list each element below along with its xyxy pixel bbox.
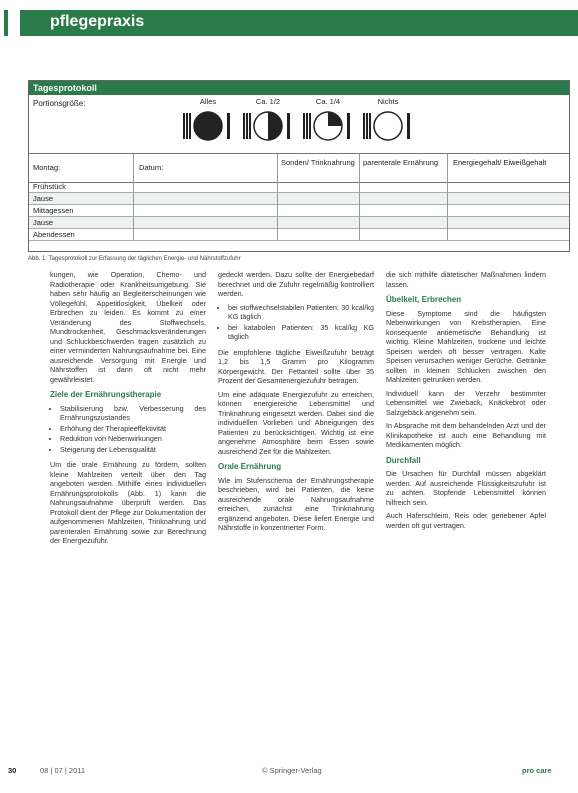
plate-label: Nichts bbox=[377, 97, 399, 106]
plate-label: Ca. 1/2 bbox=[255, 97, 281, 106]
col-date: Datum: bbox=[139, 163, 164, 172]
section-heading: Durchfall bbox=[386, 455, 421, 465]
paragraph: Um eine adäquate Energiezufuhr zu erreichen, können energiereiche Lebensmittel und Trinknahrung eingesetzt werden. Dabei sind die individuellen Vorlieben und Abneigungen des Patienten zu berücksichtigen. Wichtig ist eine angenehme Atmosphäre beim Essen sowie ausreichend Zeit für die Mahlzeiten. bbox=[218, 389, 374, 456]
meal-row: Jause bbox=[29, 217, 569, 229]
publisher: © Springer-Verlag bbox=[262, 766, 322, 775]
plate-half bbox=[239, 97, 297, 147]
grid-header bbox=[29, 153, 569, 183]
paragraph: Individuell kann der Verzehr bestimmter Lebensmittel wie Zwieback, Knäckebrot oder Salzgebäck angenehm sein. bbox=[386, 388, 546, 417]
issue-date: 08 | 07 | 2011 bbox=[40, 766, 86, 775]
paragraph: Wie im Stufenschema der Ernährungstherapie beschrieben, wird bei Patienten, die keine ausreichende orale Nahrungsaufnahme erreichen, zunächst eine Trinknahrung ergänzend angeboten. Diese liefert Energie und Nährstoffe in konzentrierter Form. bbox=[218, 475, 374, 532]
paragraph: kungen, wie Operation, Chemo- und Radiotherapie oder Krankheitsumgebung. Sie haben sehr häufig an Begleiterscheinungen wie Völlegefühl, Appetitlosigkeit, Übelkeit oder Erbrechen zu leiden. Es kommt zu einer Veränderung des Stoffwechsels. Mundtrockenheit, Geschmacksveränderungen und Schluckbeschwerden tragen zusätzlich zu einer verminderten Nahrungsaufnahme bei. Eine ausreichende Versorgung mit Energie und Nährstoffen ist dann oft nicht mehr gewährleistet. bbox=[50, 270, 206, 384]
plate-label: Alles bbox=[199, 97, 217, 106]
section-heading: Orale Ernährung bbox=[218, 462, 282, 471]
goals-list bbox=[50, 404, 206, 455]
list-item: • Reduktion von Nebenwirkungen bbox=[60, 434, 206, 444]
list-item: • Erhöhung der Therapieeffektivität bbox=[60, 424, 206, 434]
column-divider bbox=[133, 153, 134, 241]
col-energy: Energiegehalt/ Eiweißgehalt bbox=[453, 158, 547, 167]
plate-empty-icon bbox=[361, 107, 415, 145]
paragraph: In Absprache mit dem behandelnden Arzt und der Klinikapotheke ist auch eine Behandlung mit Medikamenten möglich. bbox=[386, 421, 546, 449]
meal-row: Mittagessen bbox=[29, 205, 569, 217]
protocol-title: Tagesprotokoll bbox=[29, 81, 569, 95]
portion-label: Portionsgröße: bbox=[33, 99, 86, 108]
list-item: • bei stoffwechselstabilen Patienten: 30 kcal/kg KG täglich bbox=[228, 303, 374, 322]
page-number: 30 bbox=[8, 766, 17, 775]
plate-quarter-icon bbox=[301, 107, 355, 145]
text-column-1 bbox=[50, 270, 206, 550]
paragraph: Diese Symptome sind die häufigsten Nebenwirkungen von Krebstherapien. Eine konsequente antiemetische Behandlung ist wichtig. Kleine Mahlzeiten, trockene und leichte Speisen werden oft besser vertragen. Kalte Speisen verursachen weniger Gerüche. Getränke sollten in kleinen Schlucken zwischen den Mahlzeiten getrunken werden. bbox=[386, 308, 546, 384]
col-parenteral: parenterale Ernährung bbox=[363, 158, 439, 167]
plate-none bbox=[359, 97, 417, 147]
page-header bbox=[0, 10, 578, 36]
plate-half-icon bbox=[241, 107, 295, 145]
column-divider bbox=[359, 153, 360, 241]
meal-row: Frühstück bbox=[29, 181, 569, 193]
plate-label: Ca. 1/4 bbox=[315, 97, 341, 106]
list-item: • Stabilisierung bzw. Verbesserung des Ernährungszustandes bbox=[60, 404, 206, 423]
text-column-3 bbox=[386, 270, 546, 534]
meal-row: Jause bbox=[29, 193, 569, 205]
plate-full-icon bbox=[181, 107, 235, 145]
text-column-2 bbox=[218, 270, 374, 537]
plate-quarter bbox=[299, 97, 357, 147]
section-heading: Ziele der Ernährungstherapie bbox=[50, 390, 162, 399]
col-probe: Sonden/ Trinknahrung bbox=[281, 158, 355, 167]
meal-row: Abendessen bbox=[29, 229, 569, 241]
page-footer bbox=[0, 762, 578, 782]
portion-plates bbox=[179, 97, 419, 147]
paragraph: gedeckt werden. Dazu sollte der Energiebedarf berechnet und die Zufuhr regelmäßig kontrolliert werden. bbox=[218, 270, 374, 298]
energy-list bbox=[218, 303, 374, 342]
header-marker bbox=[4, 10, 8, 36]
plate-all bbox=[179, 97, 237, 147]
col-day: Montag: bbox=[33, 163, 61, 172]
column-divider bbox=[277, 153, 278, 241]
list-item: • Steigerung der Lebensqualität bbox=[60, 445, 206, 455]
figure-caption: Abb. 1: Tagesprotokoll zur Erfassung der täglichen Energie- und Nährstoffzufuhr bbox=[28, 256, 241, 262]
journal-brand: pro care bbox=[522, 766, 552, 775]
paragraph: Auch Haferschleim, Reis oder geriebener Apfel werden oft gut vertragen. bbox=[386, 511, 546, 530]
list-item: • bei katabolen Patienten: 35 kcal/kg KG täglich bbox=[228, 323, 374, 342]
paragraph: Um die orale Ernährung zu fördern, sollten kleine Mahlzeiten verteilt über den Tag angeboten werden. Mithilfe eines individuellen Ernährungsprotokolls (Abb. 1) kann die Nahrungsaufnahme überprüft werden. Das Protokoll dient der Pflege zur Dokumentation der aufgenommenen Mahlzeiten, Trinknahrung und parenteralen Ernährung sowie zur Berechnung der Energiezufuhr. bbox=[50, 460, 206, 545]
paragraph: Die empfohlene tägliche Eiweißzufuhr beträgt 1,2 bis 1,5 Gramm pro Kilogramm Körpergewicht. Der Fettanteil sollte über 35 Prozent der Gesamtenergiezufuhr betragen. bbox=[218, 347, 374, 385]
column-divider bbox=[447, 153, 448, 241]
paragraph: Die Ursachen für Durchfall müssen abgeklärt werden. Auf ausreichende Flüssigkeitszufuhr ist zu achten. Stopfende Lebensmittel können hilfreich sein. bbox=[386, 469, 546, 507]
paragraph: die sich mithilfe diätetischer Maßnahmen lindern lassen. bbox=[386, 270, 546, 289]
section-title: pflegepraxis bbox=[50, 13, 145, 30]
header-bar bbox=[20, 10, 578, 36]
daily-protocol-table bbox=[28, 80, 570, 252]
section-heading: Übelkeit, Erbrechen bbox=[386, 295, 462, 304]
